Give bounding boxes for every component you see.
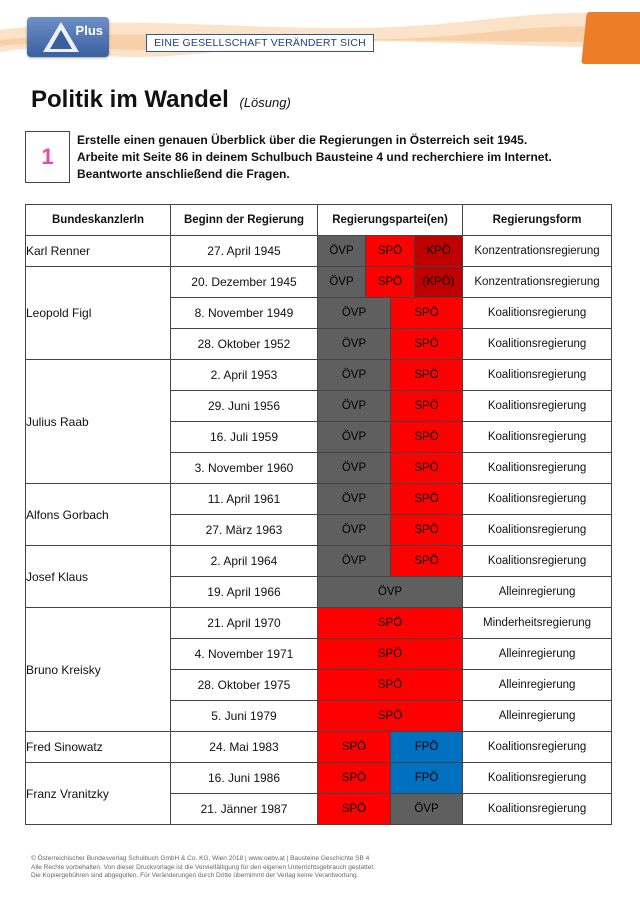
party-cell-oevp: ÖVP bbox=[318, 391, 391, 422]
table-row bbox=[26, 546, 612, 577]
footer-line: © Österreichischer Bundesverlag Schulbuch GmbH & Co. KG, Wien 2018 | www.oebv.at | Bausteine Geschichte SB 4 bbox=[31, 855, 370, 862]
table-row bbox=[26, 608, 612, 639]
form-cell: Koalitionsregierung bbox=[463, 329, 612, 360]
party-cell-oevp: ÖVP bbox=[318, 267, 366, 298]
party-cell-spoe: SPÖ bbox=[318, 701, 463, 732]
party-cell-spoe: SPÖ bbox=[391, 515, 463, 546]
party-cell-oevp: ÖVP bbox=[318, 298, 391, 329]
table-row bbox=[26, 763, 612, 794]
chancellor-cell: Karl Renner bbox=[26, 236, 171, 267]
form-cell: Koalitionsregierung bbox=[463, 422, 612, 453]
form-cell: Koalitionsregierung bbox=[463, 360, 612, 391]
form-cell: Koalitionsregierung bbox=[463, 298, 612, 329]
column-header: Regierungsform bbox=[463, 205, 612, 236]
party-cell-spoe: SPÖ bbox=[391, 453, 463, 484]
chancellor-cell: Julius Raab bbox=[26, 360, 171, 484]
form-cell: Alleinregierung bbox=[463, 577, 612, 608]
form-cell: Koalitionsregierung bbox=[463, 794, 612, 825]
chancellor-cell: Alfons Gorbach bbox=[26, 484, 171, 546]
party-cell-oevp: ÖVP bbox=[318, 453, 391, 484]
date-cell: 28. Oktober 1952 bbox=[171, 329, 318, 360]
column-header: BundeskanzlerIn bbox=[26, 205, 171, 236]
series-label: EINE GESELLSCHAFT VERÄNDERT SICH bbox=[146, 34, 374, 52]
party-cell-oevp: ÖVP bbox=[318, 546, 391, 577]
party-cell-spoe: SPÖ bbox=[391, 546, 463, 577]
title-subtitle: (Lösung) bbox=[239, 95, 291, 110]
chancellor-cell: Franz Vranitzky bbox=[26, 763, 171, 825]
party-cell-spoe: SPÖ bbox=[318, 639, 463, 670]
chancellor-cell: Bruno Kreisky bbox=[26, 608, 171, 732]
task-line: Beantworte anschließend die Fragen. bbox=[77, 167, 290, 181]
party-cell-spoe: SPÖ bbox=[391, 484, 463, 515]
party-cell-spoe: SPÖ bbox=[318, 608, 463, 639]
date-cell: 29. Juni 1956 bbox=[171, 391, 318, 422]
date-cell: 8. November 1949 bbox=[171, 298, 318, 329]
form-cell: Konzentrationsregierung bbox=[463, 236, 612, 267]
date-cell: 28. Oktober 1975 bbox=[171, 670, 318, 701]
party-cell-spoe: SPÖ bbox=[391, 360, 463, 391]
form-cell: Minderheitsregierung bbox=[463, 608, 612, 639]
task-instructions bbox=[77, 132, 552, 183]
date-cell: 16. Juni 1986 bbox=[171, 763, 318, 794]
column-header: Regierungspartei(en) bbox=[318, 205, 463, 236]
date-cell: 27. April 1945 bbox=[171, 236, 318, 267]
form-cell: Koalitionsregierung bbox=[463, 484, 612, 515]
task-line: Erstelle einen genauen Überblick über die Regierungen in Österreich seit 1945. bbox=[77, 133, 528, 147]
date-cell: 4. November 1971 bbox=[171, 639, 318, 670]
date-cell: 19. April 1966 bbox=[171, 577, 318, 608]
party-cell-oevp: ÖVP bbox=[318, 577, 463, 608]
date-cell: 2. April 1953 bbox=[171, 360, 318, 391]
party-cell-spoe: SPÖ bbox=[366, 236, 415, 267]
date-cell: 5. Juni 1979 bbox=[171, 701, 318, 732]
party-cell-spoe: SPÖ bbox=[391, 422, 463, 453]
party-cell-fpoe: FPÖ bbox=[391, 763, 463, 794]
date-cell: 24. Mai 1983 bbox=[171, 732, 318, 763]
form-cell: Alleinregierung bbox=[463, 639, 612, 670]
date-cell: 11. April 1961 bbox=[171, 484, 318, 515]
date-cell: 21. April 1970 bbox=[171, 608, 318, 639]
form-cell: Alleinregierung bbox=[463, 701, 612, 732]
party-cell-oevp: ÖVP bbox=[318, 360, 391, 391]
party-cell-spoe: SPÖ bbox=[318, 670, 463, 701]
party-cell-oevp: ÖVP bbox=[318, 515, 391, 546]
party-cell-oevp: ÖVP bbox=[391, 794, 463, 825]
party-cell-spoe: SPÖ bbox=[366, 267, 415, 298]
orange-tab-decoration bbox=[581, 12, 640, 64]
copyright-footer bbox=[31, 855, 375, 881]
footer-line: Die Kopiergebühren sind abgegolten. Für Veränderungen durch Dritte übernimmt der Verlag keine Verantwortung. bbox=[31, 872, 359, 879]
date-cell: 3. November 1960 bbox=[171, 453, 318, 484]
party-cell-kpoe: (KPÖ) bbox=[415, 267, 463, 298]
task-number: 1 bbox=[25, 131, 70, 183]
table-row bbox=[26, 267, 612, 298]
logo-label: Plus bbox=[75, 23, 103, 38]
form-cell: Koalitionsregierung bbox=[463, 732, 612, 763]
date-cell: 21. Jänner 1987 bbox=[171, 794, 318, 825]
party-cell-oevp: ÖVP bbox=[318, 422, 391, 453]
table-header-row bbox=[26, 205, 612, 236]
party-cell-spoe: SPÖ bbox=[318, 732, 391, 763]
date-cell: 27. März 1963 bbox=[171, 515, 318, 546]
table-row bbox=[26, 484, 612, 515]
form-cell: Koalitionsregierung bbox=[463, 515, 612, 546]
government-table bbox=[25, 204, 612, 825]
chancellor-cell: Leopold Figl bbox=[26, 267, 171, 360]
table-row bbox=[26, 360, 612, 391]
party-cell-spoe: SPÖ bbox=[318, 794, 391, 825]
form-cell: Koalitionsregierung bbox=[463, 546, 612, 577]
form-cell: Koalitionsregierung bbox=[463, 391, 612, 422]
table-row bbox=[26, 236, 612, 267]
party-cell-oevp: ÖVP bbox=[318, 484, 391, 515]
page-title bbox=[31, 86, 291, 114]
table-row bbox=[26, 732, 612, 763]
party-cell-fpoe: FPÖ bbox=[391, 732, 463, 763]
form-cell: Konzentrationsregierung bbox=[463, 267, 612, 298]
form-cell: Koalitionsregierung bbox=[463, 453, 612, 484]
party-cell-kpoe: KPÖ bbox=[415, 236, 463, 267]
party-cell-spoe: SPÖ bbox=[391, 298, 463, 329]
form-cell: Alleinregierung bbox=[463, 670, 612, 701]
header-band bbox=[0, 0, 640, 70]
chancellor-cell: Fred Sinowatz bbox=[26, 732, 171, 763]
form-cell: Koalitionsregierung bbox=[463, 763, 612, 794]
title-text: Politik im Wandel bbox=[31, 86, 229, 113]
party-cell-oevp: ÖVP bbox=[318, 329, 391, 360]
date-cell: 2. April 1964 bbox=[171, 546, 318, 577]
column-header: Beginn der Regierung bbox=[171, 205, 318, 236]
date-cell: 16. Juli 1959 bbox=[171, 422, 318, 453]
party-cell-spoe: SPÖ bbox=[391, 329, 463, 360]
publisher-logo bbox=[27, 17, 109, 57]
chancellor-cell: Josef Klaus bbox=[26, 546, 171, 608]
party-cell-spoe: SPÖ bbox=[391, 391, 463, 422]
date-cell: 20. Dezember 1945 bbox=[171, 267, 318, 298]
party-cell-oevp: ÖVP bbox=[318, 236, 366, 267]
party-cell-spoe: SPÖ bbox=[318, 763, 391, 794]
footer-line: Alle Rechte vorbehalten. Von dieser Druckvorlage ist die Vervielfältigung für den eigenen Unterrichtsgebrauch gestattet. bbox=[31, 863, 375, 871]
task-line: Arbeite mit Seite 86 in deinem Schulbuch Bausteine 4 und recherchiere im Internet. bbox=[77, 150, 552, 164]
